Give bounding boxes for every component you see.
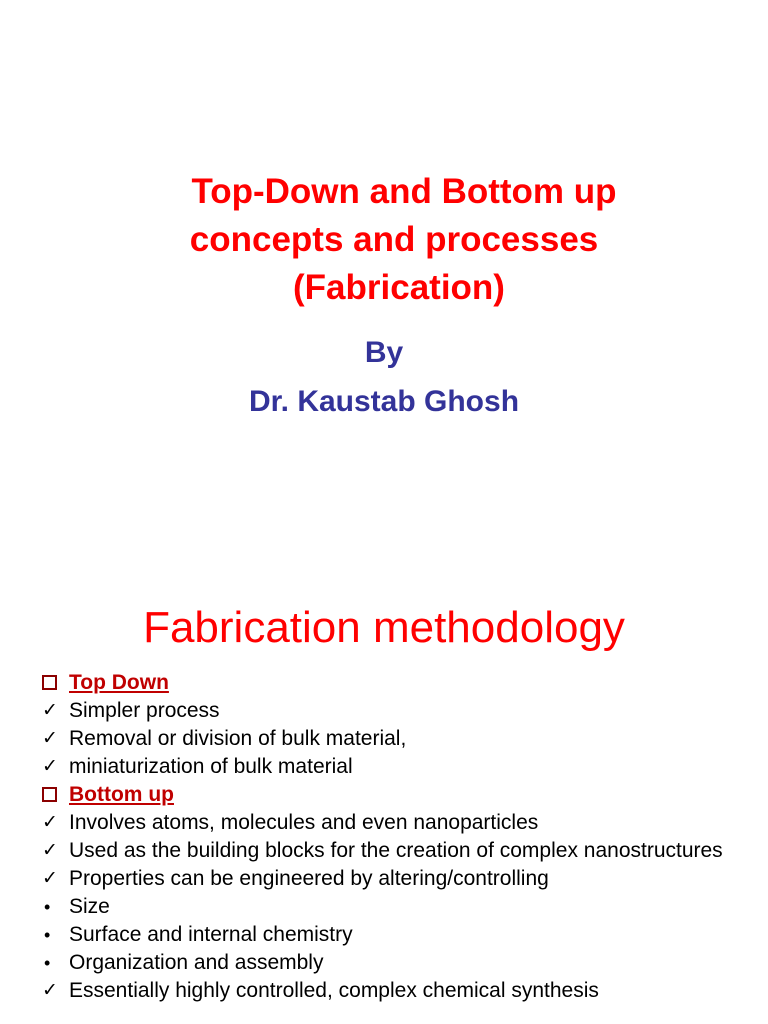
list-item-text: Size: [69, 895, 110, 918]
list-item: [42, 728, 762, 750]
slide-title: [0, 168, 768, 312]
list-item-text: Used as the building blocks for the creation of complex nanostructures: [69, 839, 723, 862]
list-item: [42, 812, 762, 834]
check-icon: ✓: [42, 812, 58, 833]
list-item: [42, 952, 762, 974]
dot-icon: •: [44, 953, 51, 973]
list-item: [42, 868, 762, 890]
list-item: [42, 980, 762, 1002]
list-item: [42, 924, 762, 946]
list-item: [42, 756, 762, 778]
check-icon: ✓: [42, 700, 58, 721]
list-item-text: Organization and assembly: [69, 951, 324, 974]
list-item-text: Surface and internal chemistry: [69, 923, 353, 946]
list-item-text: Top Down: [69, 671, 169, 694]
author-name: Dr. Kaustab Ghosh: [248, 385, 520, 418]
title-line: concepts and processes: [189, 220, 599, 259]
square-bullet-icon: [42, 675, 57, 690]
content-slide: [0, 576, 768, 1024]
list-item: [42, 896, 762, 918]
bullet-list: [42, 672, 762, 1008]
list-item-text: Essentially highly controlled, complex chemical synthesis: [69, 979, 599, 1002]
section-heading-top-down: [42, 672, 762, 694]
list-item-text: Involves atoms, molecules and even nanoparticles: [69, 811, 539, 834]
title-line: (Fabrication): [293, 268, 505, 307]
section-heading-bottom-up: [42, 784, 762, 806]
square-bullet-icon: [42, 787, 57, 802]
title-line: Top-Down and Bottom up: [191, 172, 617, 211]
list-item-text: Properties can be engineered by altering/controlling: [69, 867, 549, 890]
check-icon: ✓: [42, 840, 58, 861]
list-item-text: Simpler process: [69, 699, 220, 722]
list-item: [42, 700, 762, 722]
list-item-text: Removal or division of bulk material,: [69, 727, 407, 750]
dot-icon: •: [44, 897, 51, 917]
check-icon: ✓: [42, 980, 58, 1001]
list-item-text: Bottom up: [69, 783, 174, 806]
dot-icon: •: [44, 925, 51, 945]
slide-heading: Fabrication methodology: [143, 603, 625, 652]
list-item: [42, 840, 762, 862]
check-icon: ✓: [42, 756, 58, 777]
list-item-text: miniaturization of bulk material: [69, 755, 353, 778]
by-label: By: [364, 336, 404, 369]
check-icon: ✓: [42, 728, 58, 749]
check-icon: ✓: [42, 868, 58, 889]
